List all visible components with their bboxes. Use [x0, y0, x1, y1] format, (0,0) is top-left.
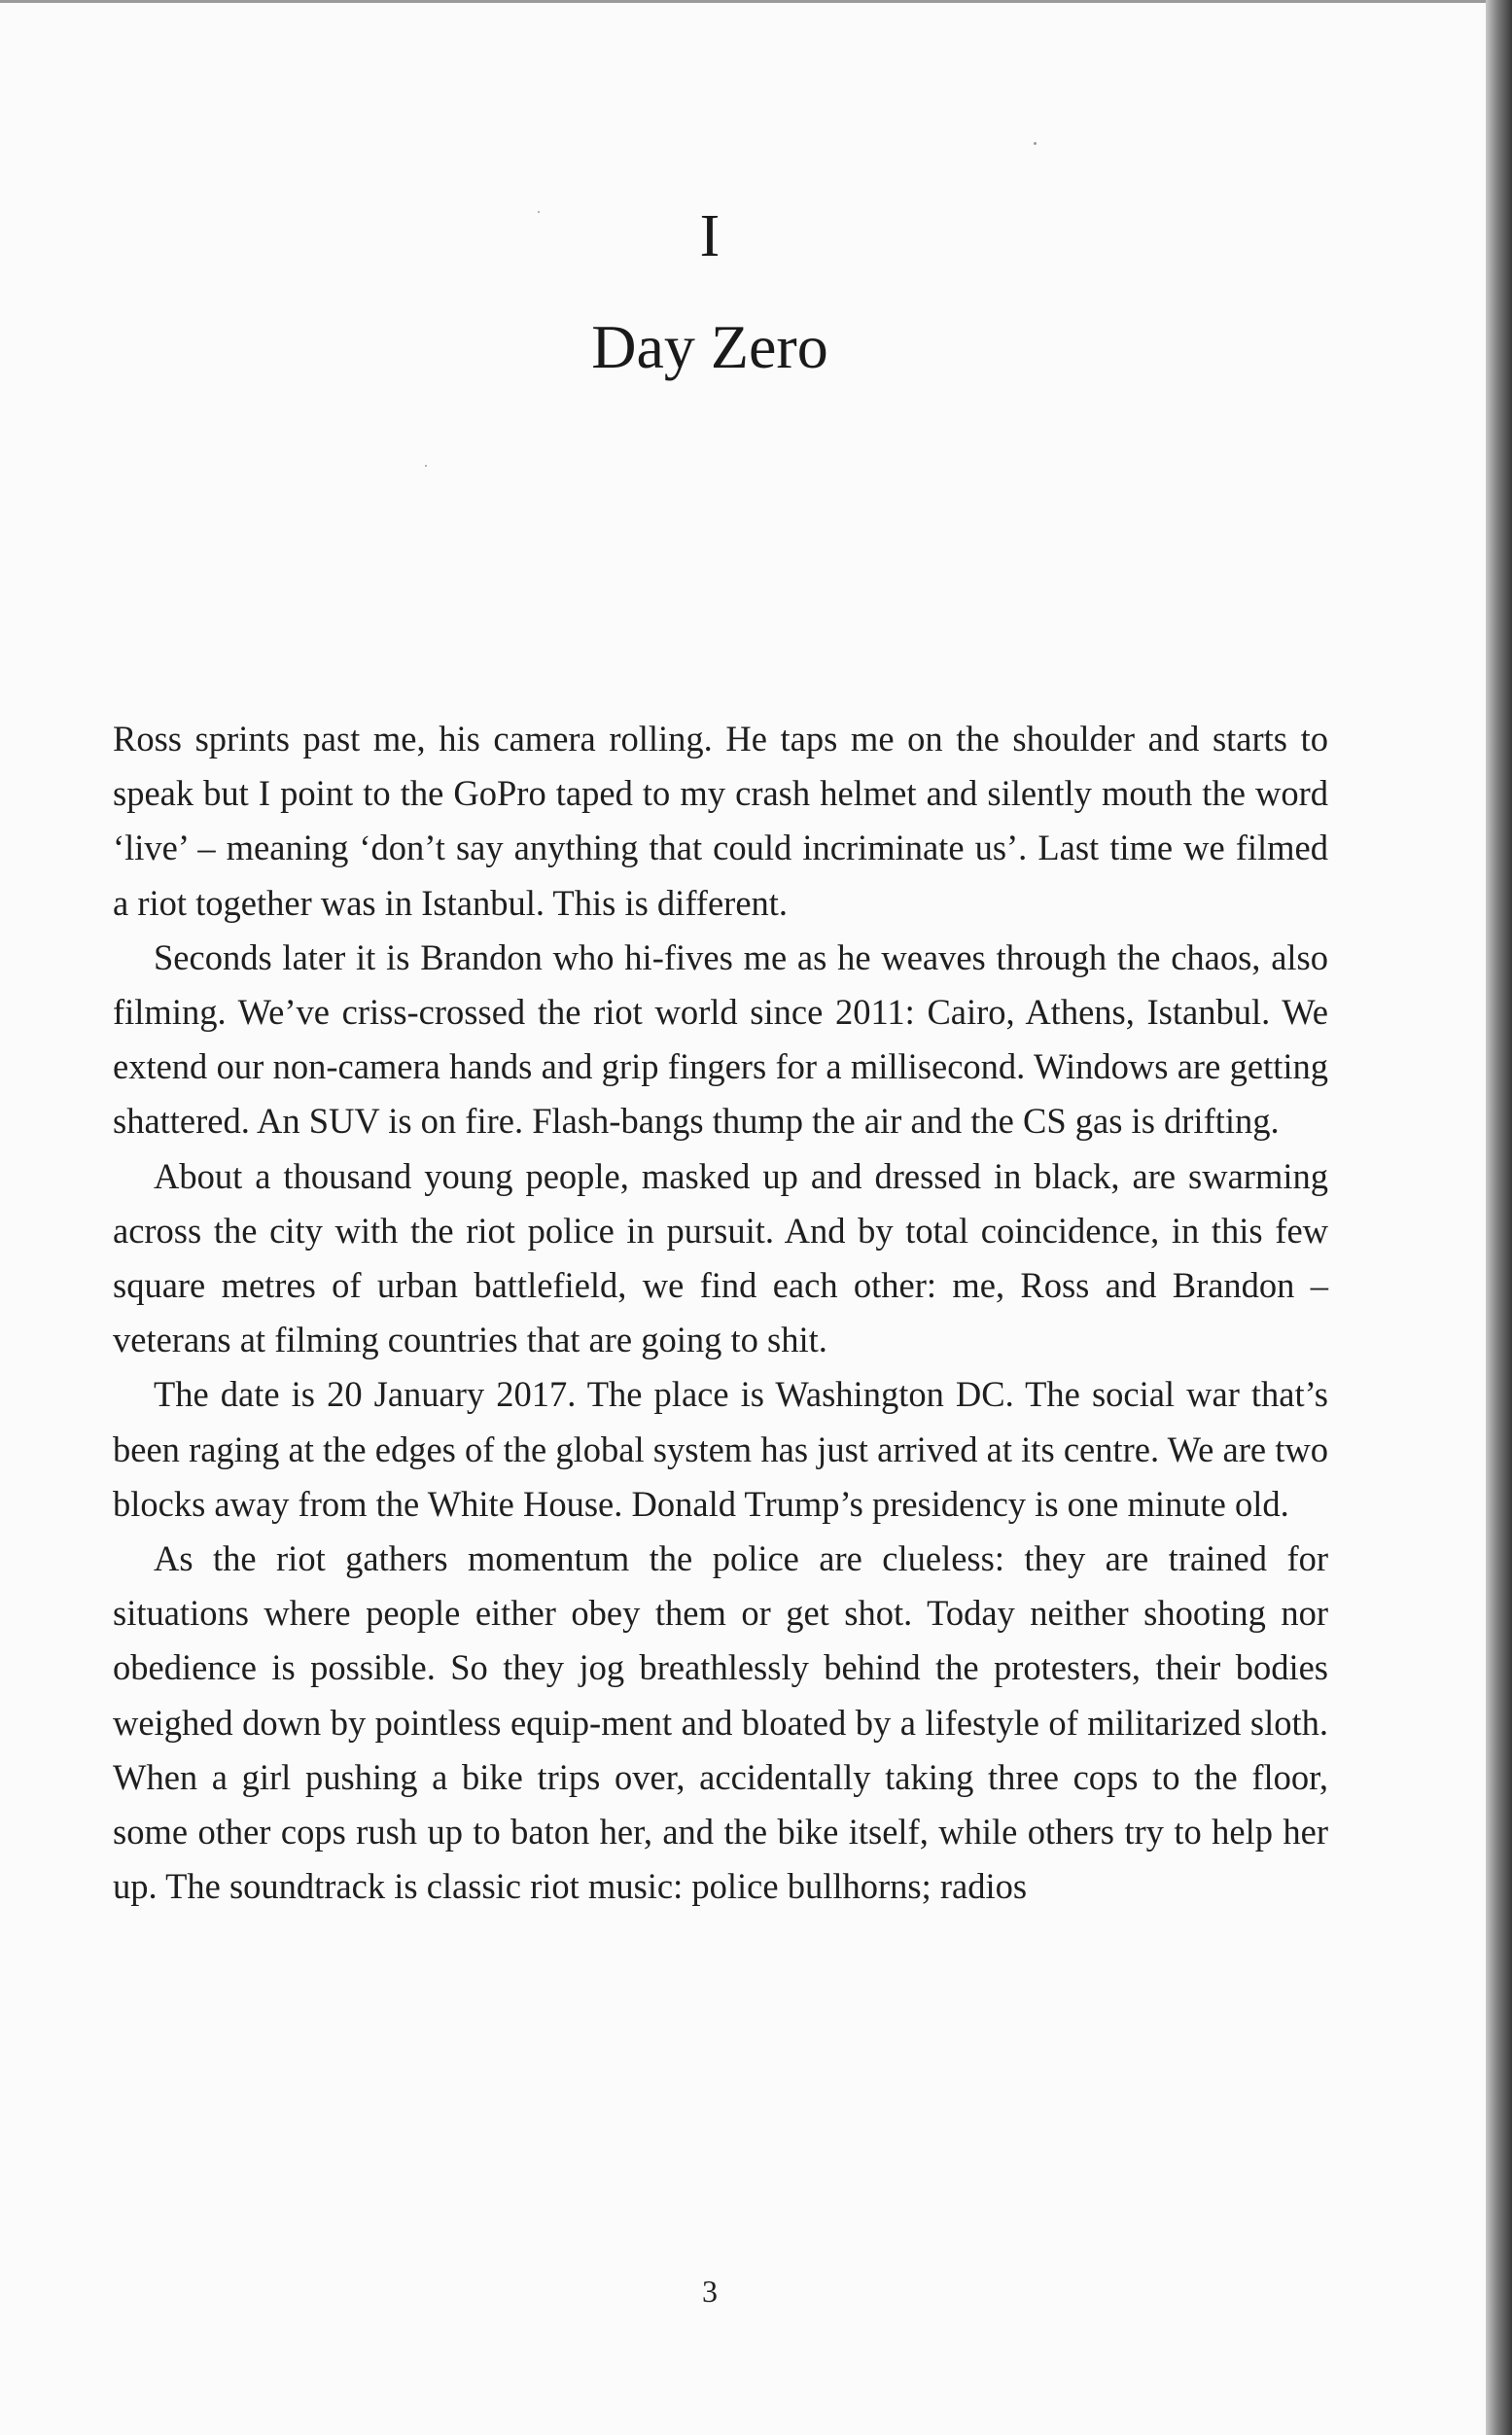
paragraph: As the riot gathers momentum the police are clueless: they are trained for situations where people either obey them or get shot. Today neither shooting nor obedience is possible. So they jog breathlessly behind the protesters, their bodies weighed down by pointless equip-ment and bloated by a lifestyle of militarized sloth. When a girl pushing a bike trips over, accidentally taking three cops to the floor, some other cops rush up to baton her, and the bike itself, while others try to help her up. The soundtrack is classic riot music: police bullhorns; radios	[113, 1538, 1328, 1907]
paragraph: The date is 20 January 2017. The place is Washington DC. The social war that’s been raging at the edges of the global system has just arrived at its centre. We are two blocks away from the White House. Donald Trump’s presidency is one minute old.	[113, 1374, 1328, 1524]
dust-speck	[1034, 142, 1037, 145]
scan-page-edge-shadow	[1486, 0, 1512, 2435]
page-number: 3	[702, 2274, 718, 2309]
paragraph: Ross sprints past me, his camera rolling. He taps me on the shoulder and starts to speak but I point to the GoPro taped to my crash helmet and silently mouth the word ‘live’ – meaning ‘don’t say anything that could incriminate us’. Last time we filmed a riot together was in Istanbul. This is different.	[113, 719, 1328, 923]
paragraph: About a thousand young people, masked up and dressed in black, are swarming across the city with the riot police in pursuit. And by total coincidence, in this few square metres of urban battlefield, we find each other: me, Ross and Brandon – veterans at filming countries that are going to shit.	[113, 1155, 1328, 1360]
dust-speck	[425, 465, 427, 467]
chapter-body	[113, 712, 1328, 1914]
paragraph: Seconds later it is Brandon who hi-fives me as he weaves through the chaos, also filming. We’ve criss-crossed the riot world since 2011: Cairo, Athens, Istanbul. We extend our non-camera hands and grip fingers for a millisecond. Windows are getting shattered. An SUV is on fire. Flash-bangs thump the air and the CS gas is drifting.	[113, 936, 1328, 1142]
page-top-edge	[0, 0, 1486, 3]
chapter-number: I	[699, 203, 721, 269]
chapter-title: Day Zero	[591, 312, 828, 381]
